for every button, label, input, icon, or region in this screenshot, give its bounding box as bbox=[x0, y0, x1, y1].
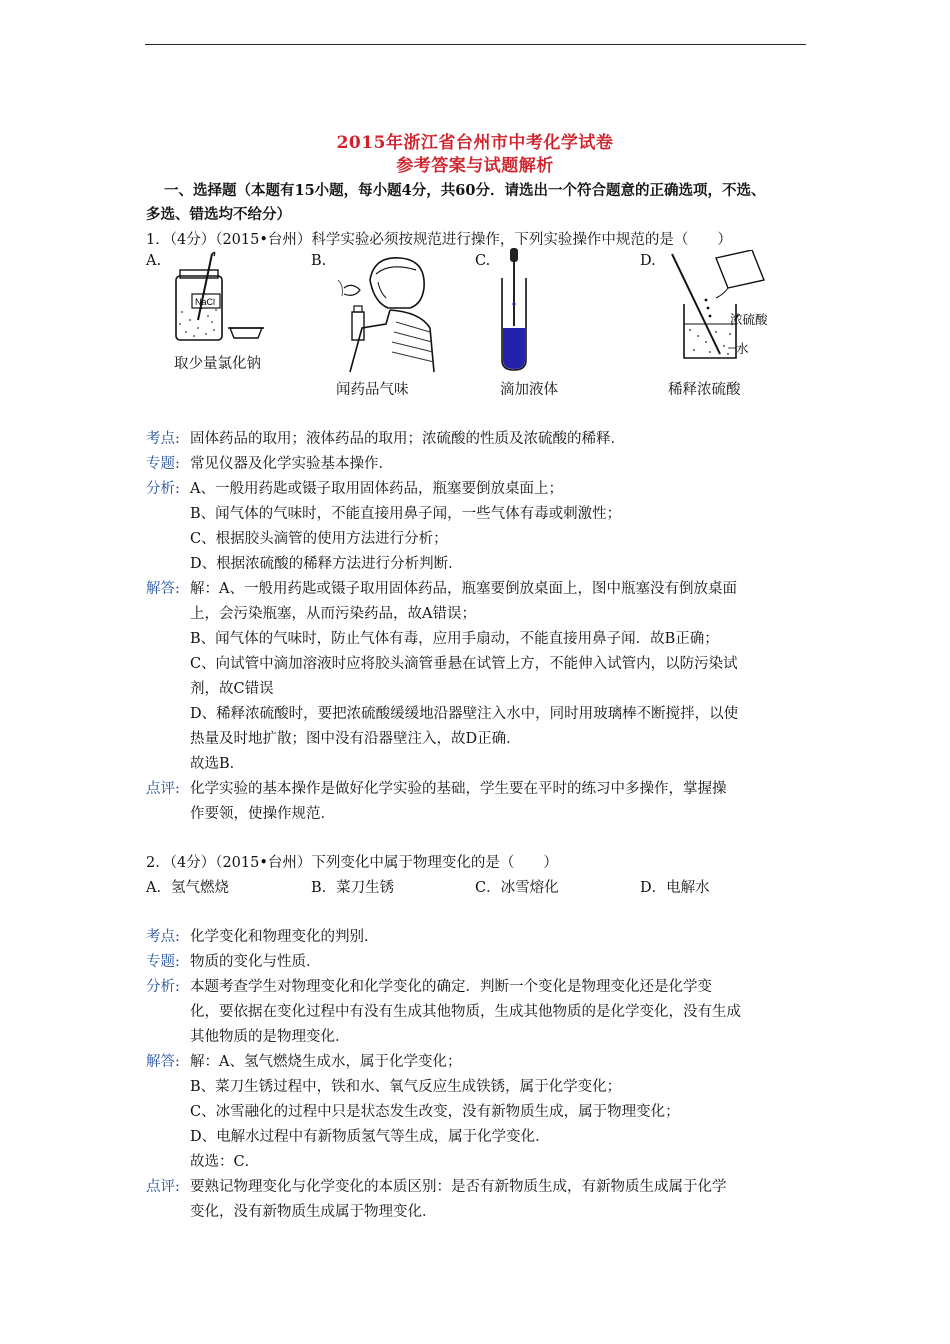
q2-kaodian-label: 考点: bbox=[146, 929, 180, 945]
section-heading-line1: 一、选择题（本题有15小题，每小题4分，共60分．请选出一个符合题意的正确选项，不选、 bbox=[164, 182, 766, 199]
figure-d-dilution bbox=[650, 250, 790, 364]
q2-option-d: D．电解水 bbox=[640, 880, 710, 896]
q1-caption-c: 滴加液体 bbox=[500, 382, 558, 398]
figure-c-dropper bbox=[496, 248, 536, 374]
figure-b-smelling bbox=[330, 252, 445, 374]
q2-stem: 2．（4分）（2015•台州）下列变化中属于物理变化的是（ ） bbox=[146, 855, 558, 871]
q2-fenxi-line: 本题考查学生对物理变化和化学变化的确定．判断一个变化是物理变化还是化学变 bbox=[190, 979, 712, 995]
q2-jieda-line: D、电解水过程中有新物质氢气等生成，属于化学变化． bbox=[190, 1129, 550, 1145]
q1-caption-d: 稀释浓硫酸 bbox=[668, 382, 741, 398]
q1-option-a: A. bbox=[146, 253, 162, 269]
q1-kaodian-text: 固体药品的取用；液体药品的取用；浓硫酸的性质及浓硫酸的稀释． bbox=[190, 431, 625, 447]
q1-jieda-line: 上，会污染瓶塞，从而污染药品，故A错误； bbox=[190, 606, 476, 622]
q2-jieda-line: 解：A、氢气燃烧生成水，属于化学变化； bbox=[190, 1054, 462, 1070]
q1-jieda-line: D、稀释浓硫酸时，要把浓硫酸缓缓地沿器壁注入水中，同时用玻璃棒不断搅拌，以使 bbox=[190, 706, 739, 722]
q1-stem: 1．（4分）（2015•台州）科学实验必须按规范进行操作，下列实验操作中规范的是（ ） bbox=[146, 232, 732, 248]
page-title: 2015年浙江省台州市中考化学试卷 bbox=[336, 133, 614, 153]
q2-jieda-line: 故选：C． bbox=[190, 1154, 260, 1170]
q1-jieda-label: 解答: bbox=[146, 581, 180, 597]
q2-option-a: A．氢气燃烧 bbox=[146, 880, 229, 896]
figure-d-acid-label: 浓硫酸 bbox=[730, 313, 768, 327]
header-rule bbox=[145, 44, 806, 45]
q1-jieda-line: 解：A、一般用药匙或镊子取用固体药品，瓶塞要倒放桌面上，图中瓶塞没有倒放桌面 bbox=[190, 581, 737, 597]
q1-jieda-line: 剂，故C错误 bbox=[190, 681, 274, 697]
q2-kaodian-text: 化学变化和物理变化的判别． bbox=[190, 929, 379, 945]
q2-jieda-label: 解答: bbox=[146, 1054, 180, 1070]
q2-fenxi-line: 其他物质的是物理变化． bbox=[190, 1029, 350, 1045]
q2-dianping-label: 点评: bbox=[146, 1179, 180, 1195]
q1-zhuanti-label: 专题: bbox=[146, 456, 180, 472]
q2-option-b: B．菜刀生锈 bbox=[311, 880, 395, 896]
q1-caption-b: 闻药品气味 bbox=[336, 382, 409, 398]
figure-d-water-label: 水 bbox=[736, 342, 749, 356]
q1-jieda-line: C、向试管中滴加溶液时应将胶头滴管垂悬在试管上方，不能伸入试管内，以防污染试 bbox=[190, 656, 738, 672]
q1-dianping-line: 作要领，使操作规范． bbox=[190, 806, 335, 822]
q1-fenxi-label: 分析: bbox=[146, 481, 180, 497]
q1-dianping-label: 点评: bbox=[146, 781, 180, 797]
q1-fenxi-line: D、根据浓硫酸的稀释方法进行分析判断． bbox=[190, 556, 463, 572]
q2-fenxi-label: 分析: bbox=[146, 979, 180, 995]
figure-a-nacl-label: NaCl bbox=[195, 297, 216, 307]
q2-fenxi-line: 化，要依据在变化过程中有没有生成其他物质，生成其他物质的是化学变化，没有生成 bbox=[190, 1004, 741, 1020]
q1-fenxi-line: B、闻气体的气味时，不能直接用鼻子闻，一些气体有毒或刺激性； bbox=[190, 506, 622, 522]
q2-zhuanti-label: 专题: bbox=[146, 954, 180, 970]
q1-zhuanti-text: 常见仪器及化学实验基本操作． bbox=[190, 456, 393, 472]
q2-dianping-line: 变化，没有新物质生成属于物理变化． bbox=[190, 1204, 437, 1220]
q1-option-b: B. bbox=[311, 253, 327, 269]
q1-option-d: D. bbox=[640, 253, 656, 269]
page-subtitle: 参考答案与试题解析 bbox=[396, 156, 554, 176]
q2-jieda-line: C、冰雪融化的过程中只是状态发生改变，没有新物质生成，属于物理变化； bbox=[190, 1104, 680, 1120]
section-heading-line2: 多选、错选均不给分） bbox=[146, 206, 291, 223]
q1-dianping-line: 化学实验的基本操作是做好化学实验的基础，学生要在平时的练习中多操作，掌握操 bbox=[190, 781, 727, 797]
q2-zhuanti-text: 物质的变化与性质． bbox=[190, 954, 321, 970]
q2-jieda-line: B、菜刀生锈过程中，铁和水、氧气反应生成铁锈，属于化学变化； bbox=[190, 1079, 622, 1095]
q2-dianping-line: 要熟记物理变化与化学变化的本质区别：是否有新物质生成，有新物质生成属于化学 bbox=[190, 1179, 727, 1195]
q1-fenxi-line: C、根据胶头滴管的使用方法进行分析； bbox=[190, 531, 448, 547]
q2-option-c: C．冰雪熔化 bbox=[475, 880, 559, 896]
q1-option-c: C. bbox=[475, 253, 491, 269]
q1-jieda-line: B、闻气体的气味时，防止气体有毒，应用手扇动，不能直接用鼻子闻．故B正确； bbox=[190, 631, 719, 647]
q1-caption-a: 取少量氯化钠 bbox=[174, 356, 261, 372]
q1-fenxi-line: A、一般用药匙或镊子取用固体药品，瓶塞要倒放桌面上； bbox=[190, 481, 563, 497]
figure-a-nacl-jar bbox=[168, 250, 278, 350]
q1-kaodian-label: 考点: bbox=[146, 431, 180, 447]
q1-jieda-line: 故选B． bbox=[190, 756, 245, 772]
q1-jieda-line: 热量及时地扩散；图中没有沿器壁注入，故D正确． bbox=[190, 731, 521, 747]
